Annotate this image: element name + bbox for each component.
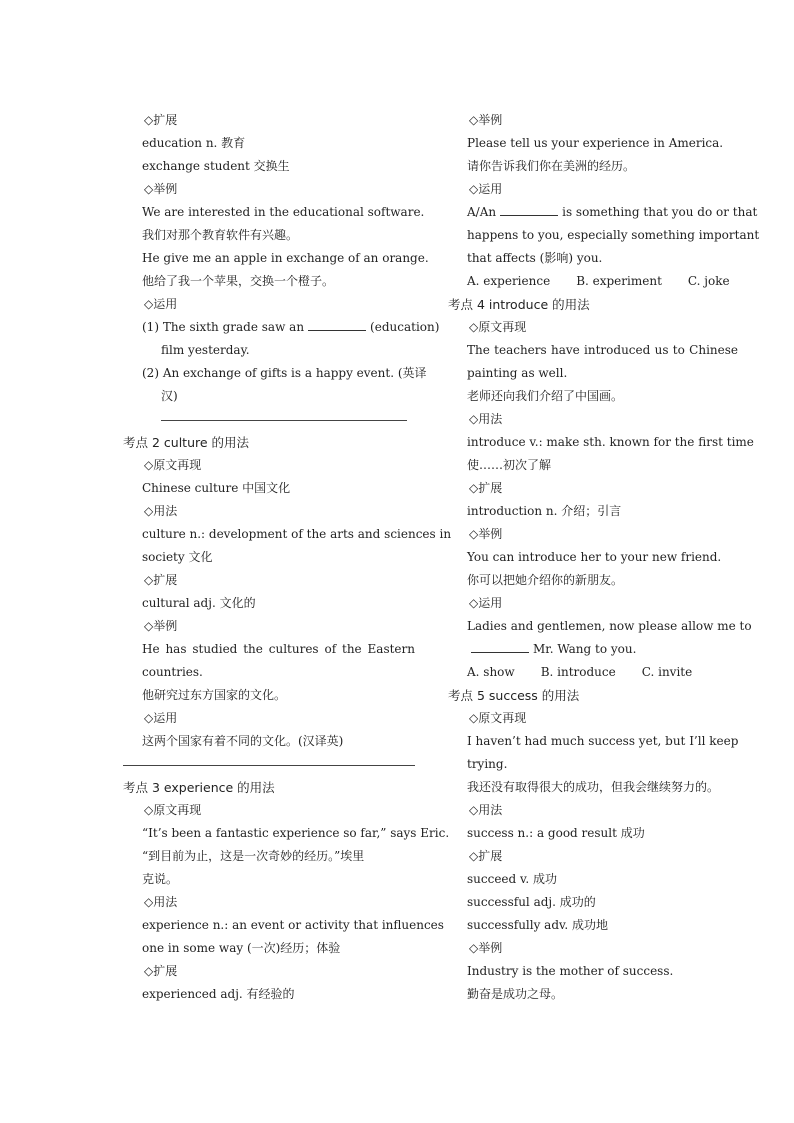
- text-line: The teachers have introduced us to Chinese: [467, 343, 738, 357]
- topic-heading: 考点 3 experience 的用法: [123, 780, 275, 795]
- blank-after-text: is something that you do or that: [562, 205, 758, 219]
- answer-line: [123, 408, 415, 431]
- blank-after-text: Mr. Wang to you.: [533, 642, 637, 656]
- section-label: ◇运用: [469, 596, 503, 610]
- blank-before-text: A/An: [467, 205, 497, 219]
- text-line: He has studied the cultures of the Eastern: [142, 642, 415, 656]
- text-line: 请你告诉我们你在美洲的经历。: [467, 159, 636, 173]
- text-line: countries.: [142, 665, 203, 679]
- text-line: I haven’t had much success yet, but I’ll keep: [467, 734, 739, 748]
- section-label: ◇原文再现: [144, 803, 202, 817]
- section-label: ◇原文再现: [144, 458, 202, 472]
- exercise-line-continued: 汉): [161, 389, 178, 403]
- text-line: 你可以把她介绍你的新朋友。: [467, 573, 624, 587]
- text-line: We are interested in the educational software.: [142, 205, 425, 219]
- text-line: cultural adj. 文化的: [142, 596, 256, 610]
- section-label: ◇用法: [469, 803, 503, 817]
- section-label: ◇用法: [144, 504, 178, 518]
- text-line: successful adj. 成功的: [467, 895, 596, 909]
- answer-option: C. joke: [687, 274, 730, 288]
- text-line: education n. 教育: [142, 136, 246, 150]
- divider-rule: [123, 753, 415, 776]
- text-line: succeed v. 成功: [467, 872, 558, 886]
- text-line: that affects (影响) you.: [467, 251, 603, 265]
- text-line: experienced adj. 有经验的: [142, 987, 295, 1001]
- text-line: exchange student 交换生: [142, 159, 290, 173]
- text-line: trying.: [467, 757, 508, 771]
- blank-after-text: (education): [370, 320, 440, 334]
- text-line: 他给了我一个苹果，交换一个橙子。: [142, 274, 335, 288]
- text-line: “到目前为止，这是一次奇妙的经历。”埃里: [142, 849, 365, 863]
- text-line: 使……初次了解: [467, 458, 552, 472]
- exercise-line-continued: film yesterday.: [161, 343, 250, 357]
- section-label: ◇举例: [469, 941, 503, 955]
- topic-heading: 考点 5 success 的用法: [448, 688, 580, 703]
- section-label: ◇举例: [469, 113, 503, 127]
- fill-in-blank-line: [448, 638, 738, 661]
- answer-option: A. show: [467, 665, 515, 679]
- text-line: painting as well.: [467, 366, 568, 380]
- fill-in-blank: [308, 320, 366, 331]
- text-line: introduce v.: make sth. known for the first time: [467, 435, 754, 449]
- text-line: success n.: a good result 成功: [467, 826, 645, 840]
- text-line: Please tell us your experience in America.: [467, 136, 724, 150]
- answer-options: [448, 661, 738, 684]
- text-line: introduction n. 介绍；引言: [467, 504, 622, 518]
- section-label: ◇扩展: [144, 573, 178, 587]
- text-line: 老师还向我们介绍了中国画。: [467, 389, 624, 403]
- answer-option: B. introduce: [540, 665, 616, 679]
- text-line: You can introduce her to your new friend.: [467, 550, 722, 564]
- fill-in-blank: [500, 205, 558, 216]
- fill-in-blank-line: [123, 316, 440, 339]
- text-line: successfully adv. 成功地: [467, 918, 609, 932]
- text-line: 勤奋是成功之母。: [467, 987, 564, 1001]
- section-label: ◇用法: [469, 412, 503, 426]
- section-label: ◇举例: [469, 527, 503, 541]
- section-label: ◇运用: [469, 182, 503, 196]
- text-line: 我们对那个教育软件有兴趣。: [142, 228, 299, 242]
- topic-heading: 考点 2 culture 的用法: [123, 435, 250, 450]
- text-line: culture n.: development of the arts and sciences in: [142, 527, 452, 541]
- blank-before-text: (1) The sixth grade saw an: [142, 320, 305, 334]
- text-line: 这两个国家有着不同的文化。(汉译英): [142, 734, 344, 748]
- fill-in-blank: [471, 642, 529, 653]
- section-label: ◇扩展: [144, 964, 178, 978]
- text-line: experience n.: an event or activity that influences: [142, 918, 444, 932]
- answer-option: B. experiment: [576, 274, 662, 288]
- text-line: Industry is the mother of success.: [467, 964, 674, 978]
- section-label: ◇原文再现: [469, 711, 527, 725]
- text-line: one in some way (一次)经历；体验: [142, 941, 341, 955]
- section-label: ◇举例: [144, 619, 178, 633]
- right-column: [448, 109, 760, 1006]
- left-column: [123, 109, 452, 1006]
- section-label: ◇扩展: [469, 481, 503, 495]
- section-label: ◇运用: [144, 711, 178, 725]
- topic-heading: 考点 4 introduce 的用法: [448, 297, 590, 312]
- text-line: Ladies and gentlemen, now please allow me to: [467, 619, 752, 633]
- text-line: 他研究过东方国家的文化。: [142, 688, 287, 702]
- text-line: happens to you, especially something important: [467, 228, 760, 242]
- fill-in-blank-line: [448, 201, 758, 224]
- section-label: ◇扩展: [469, 849, 503, 863]
- text-line: 克说。: [142, 872, 179, 886]
- exercise-line: (2) An exchange of gifts is a happy event. (英译: [142, 366, 427, 380]
- section-label: ◇举例: [144, 182, 178, 196]
- answer-options: [448, 270, 738, 293]
- answer-option: C. invite: [641, 665, 693, 679]
- text-line: “It’s been a fantastic experience so far,” says Eric.: [142, 826, 450, 840]
- section-label: ◇扩展: [144, 113, 178, 127]
- section-label: ◇运用: [144, 297, 178, 311]
- text-line: He give me an apple in exchange of an orange.: [142, 251, 429, 265]
- section-label: ◇原文再现: [469, 320, 527, 334]
- answer-option: A. experience: [467, 274, 551, 288]
- text-line: society 文化: [142, 550, 213, 564]
- section-label: ◇用法: [144, 895, 178, 909]
- text-line: 我还没有取得很大的成功，但我会继续努力的。: [467, 780, 720, 794]
- text-line: Chinese culture 中国文化: [142, 481, 291, 495]
